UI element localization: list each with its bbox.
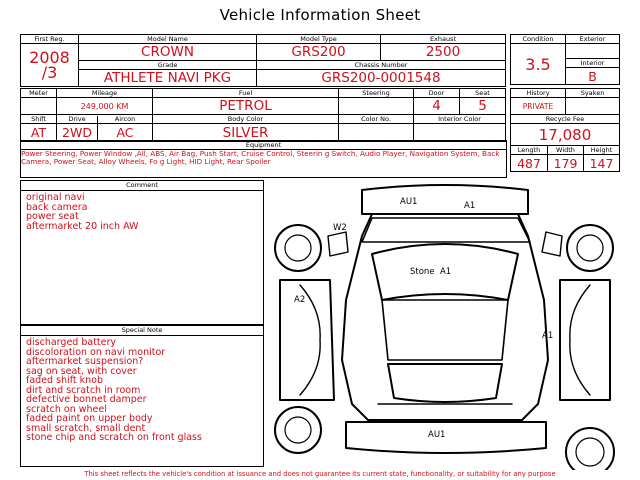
- condition-label: Condition: [511, 35, 566, 44]
- height-value: 147: [584, 155, 620, 172]
- comment-box: [20, 180, 264, 325]
- recycle-fee-label: Recycle Fee: [511, 115, 620, 124]
- length-label: Length: [511, 146, 548, 155]
- fuel-label: Fuel: [153, 89, 339, 98]
- width-value: 179: [548, 155, 584, 172]
- disclaimer-footer: This sheet reflects the vehicle's condition at issuance and does not guarantee its current state, functionality, or suitability for any purpose: [84, 470, 556, 478]
- model-name-value: CROWN: [79, 44, 257, 61]
- body-color-value: SILVER: [153, 124, 339, 142]
- damage-front-bumper: AU1: [400, 197, 418, 207]
- syaken-value: [566, 98, 620, 115]
- interior-value: B: [566, 68, 620, 85]
- condition-table: [510, 34, 620, 85]
- interior-color-value: [414, 124, 506, 142]
- equipment-label: Equipment: [245, 141, 282, 149]
- mileage-value: 249,000 KM: [57, 98, 153, 115]
- syaken-label: Syaken: [566, 89, 620, 98]
- seat-label: Seat: [460, 89, 506, 98]
- exterior-value: [566, 44, 620, 59]
- recycle-fee-value: 17,080: [511, 124, 620, 146]
- right-side-panel: [560, 280, 610, 400]
- comment-item: power seat: [26, 211, 79, 222]
- comment-item: original navi: [26, 192, 85, 203]
- fuel-value: PETROL: [153, 98, 339, 115]
- shift-value: AT: [21, 124, 57, 142]
- comment-item: back camera: [26, 201, 88, 213]
- model-name-label: Model Name: [79, 35, 257, 44]
- meter-label: Meter: [21, 89, 57, 98]
- height-label: Height: [584, 146, 620, 155]
- model-info-table: [20, 34, 506, 87]
- width-label: Width: [548, 146, 584, 155]
- meter-value: [21, 98, 57, 115]
- damage-right-side: A1: [542, 331, 554, 341]
- first-reg-year: 2008: [29, 48, 70, 67]
- damage-left-side: A2: [294, 295, 306, 305]
- car-damage-diagram: [268, 180, 628, 470]
- color-no-label: Color No.: [339, 115, 414, 124]
- special-note-item: discharged battery: [26, 337, 117, 348]
- exterior-label: Exterior: [566, 35, 620, 44]
- exhaust-label: Exhaust: [381, 35, 506, 44]
- front-bumper: [362, 185, 528, 214]
- rear-left-wheel: [275, 407, 321, 453]
- front-right-wheel: [567, 225, 613, 271]
- color-no-value: [339, 124, 414, 142]
- first-reg-value: [21, 44, 79, 87]
- special-note-item: sag on seat, with cover: [26, 365, 137, 377]
- special-note-item: dirt and scratch in room: [26, 384, 141, 396]
- model-type-label: Model Type: [257, 35, 381, 44]
- comment-label: Comment: [21, 181, 263, 191]
- special-note-item: faded paint on upper body: [26, 413, 153, 424]
- door-value: 4: [414, 98, 460, 115]
- exhaust-value: 2500: [381, 44, 506, 61]
- special-note-item: defective bonnet damper: [26, 394, 147, 405]
- shift-label: Shift: [21, 115, 57, 124]
- body-color-label: Body Color: [153, 115, 339, 124]
- first-reg-label: First Reg.: [21, 35, 79, 44]
- comment-list: [21, 191, 263, 231]
- grade-value: ATHLETE NAVI PKG: [79, 70, 257, 87]
- history-table: [510, 88, 620, 172]
- mileage-label: Mileage: [57, 89, 153, 98]
- aircon-value: AC: [116, 125, 134, 140]
- special-note-list: [21, 336, 263, 443]
- special-note-item: small scratch, small dent: [26, 422, 146, 434]
- aircon-label: Aircon: [114, 114, 136, 123]
- drive-label: Drive: [57, 116, 98, 123]
- rear-right-wheel: [566, 428, 614, 470]
- damage-windshield: Stone A1: [410, 267, 452, 277]
- front-left-wheel: [275, 225, 321, 271]
- damage-hood: A1: [464, 201, 476, 211]
- special-note-item: aftermarket suspension?: [26, 356, 144, 367]
- seat-value: 5: [460, 98, 506, 115]
- special-note-box: [20, 325, 264, 467]
- damage-rear-bumper: AU1: [428, 430, 446, 440]
- first-reg-month: /3: [41, 63, 58, 82]
- special-note-item: discoloration on navi monitor: [26, 346, 166, 358]
- special-note-item: stone chip and scratch on front glass: [26, 432, 202, 443]
- page-title: Vehicle Information Sheet: [219, 6, 421, 24]
- special-note-item: faded shift knob: [26, 375, 103, 386]
- drive-aircon-label-cell: [57, 115, 153, 124]
- interior-color-label: Interior Color: [414, 115, 506, 124]
- interior-label: Interior: [566, 59, 620, 68]
- door-label: Door: [414, 89, 460, 98]
- grade-label: Grade: [79, 61, 257, 70]
- drive-value: 2WD: [57, 124, 98, 141]
- steering-label: Steering: [339, 89, 414, 98]
- rear-bumper: [346, 422, 546, 453]
- left-side-panel: [280, 280, 334, 400]
- length-value: 487: [511, 155, 548, 172]
- history-label: History: [511, 89, 566, 98]
- special-note-label: Special Note: [21, 326, 263, 336]
- model-type-value: GRS200: [257, 44, 381, 61]
- equipment-text: Power Steering, Power Window ,All, ABS, Air Bag, Push Start, Cruise Control, Steerin g Switch, Audio Player, Navigation System, Back Camera, Power Seat, Alloy Wheels, Fo g Light, HID Light, Rear Spoiler: [21, 149, 500, 167]
- drive-aircon-value-cell: [57, 124, 153, 142]
- damage-left-fender: W2: [333, 223, 347, 233]
- special-note-item: scratch on wheel: [26, 403, 107, 415]
- history-value: PRIVATE: [511, 98, 566, 115]
- chassis-label: Chassis Number: [257, 61, 506, 70]
- spec-table: [20, 88, 506, 142]
- steering-value: [339, 98, 414, 115]
- comment-item: aftermarket 20 inch AW: [26, 220, 139, 232]
- chassis-value: GRS200-0001548: [257, 70, 506, 87]
- condition-value: 3.5: [511, 44, 566, 85]
